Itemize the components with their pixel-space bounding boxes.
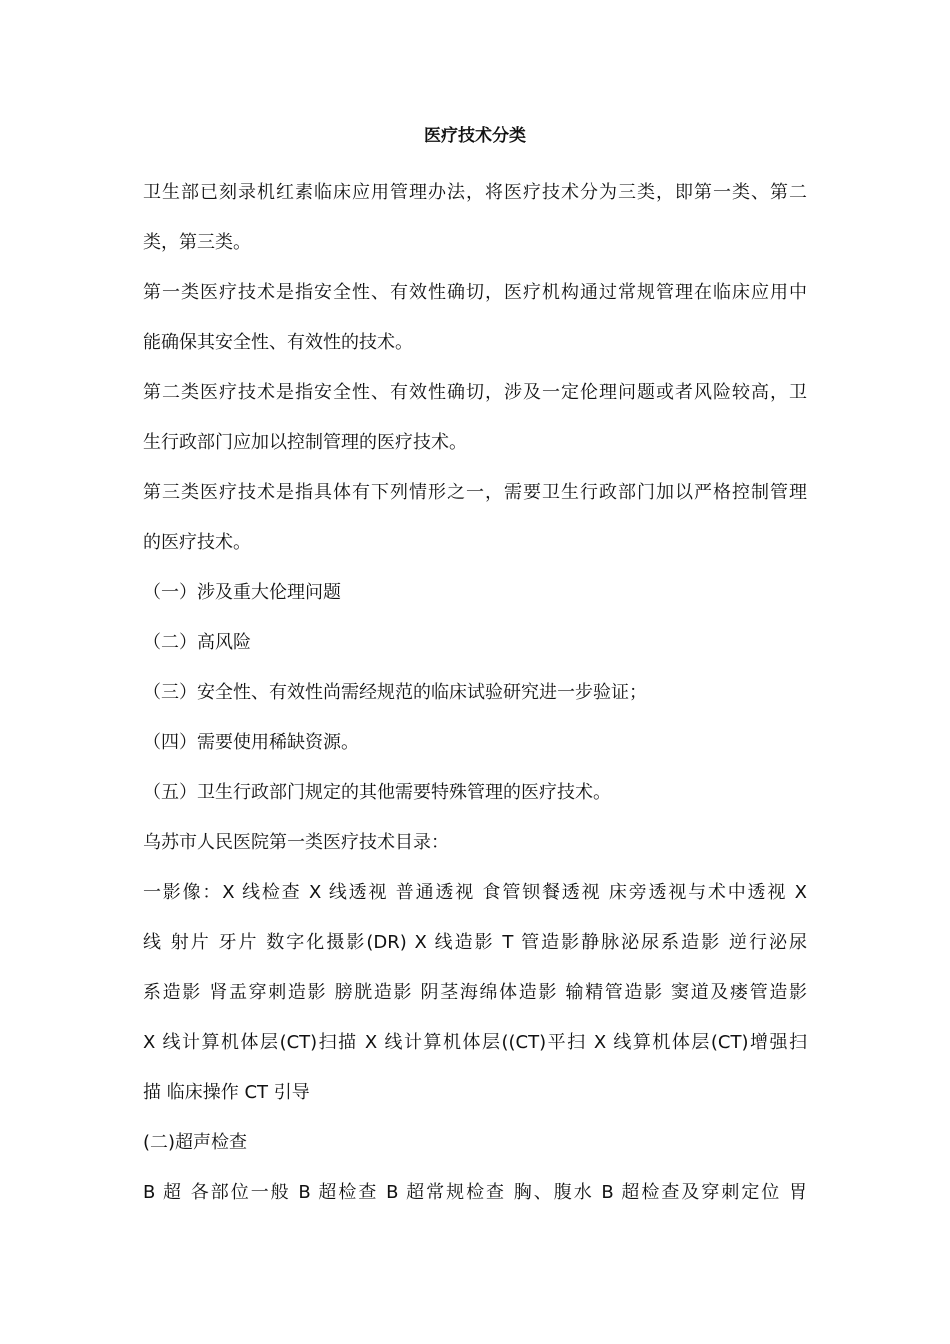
document-page [143, 118, 807, 1218]
paragraph-line: 卫生部已刻录机红素临床应用管理办法，将医疗技术分为三类，即第一类、第二 [143, 182, 807, 203]
paragraph-line: （五）卫生行政部门规定的其他需要特殊管理的医疗技术。 [143, 782, 611, 803]
paragraph-line: （四）需要使用稀缺资源。 [143, 732, 359, 753]
paragraph-line: B 超 各部位一般 B 超检查 B 超常规检查 胸、腹水 B 超检查及穿刺定位 胃 [143, 1182, 807, 1203]
paragraph-line: 类，第三类。 [143, 232, 251, 253]
paragraph-line: 能确保其安全性、有效性的技术。 [143, 332, 413, 353]
paragraph-line: 线 射片 牙片 数字化摄影(DR) X 线造影 T 管造影静脉泌尿系造影 逆行泌尿 [143, 932, 807, 953]
document-body [143, 168, 807, 1218]
paragraph-line: 描 临床操作 CT 引导 [143, 1082, 310, 1103]
paragraph-line: （三）安全性、有效性尚需经规范的临床试验研究进一步验证； [143, 682, 647, 703]
paragraph-line: 一影像：X 线检查 X 线透视 普通透视 食管钡餐透视 床旁透视与术中透视 X [143, 882, 807, 903]
paragraph-line: 的医疗技术。 [143, 532, 251, 553]
paragraph-line: 第一类医疗技术是指安全性、有效性确切，医疗机构通过常规管理在临床应用中 [143, 282, 807, 303]
document-title: 医疗技术分类 [424, 126, 526, 146]
paragraph-line: （二）高风险 [143, 632, 251, 653]
paragraph-line: 生行政部门应加以控制管理的医疗技术。 [143, 432, 467, 453]
paragraph-line: 乌苏市人民医院第一类医疗技术目录： [143, 832, 449, 853]
paragraph-line: X 线计算机体层(CT)扫描 X 线计算机体层((CT)平扫 X 线算机体层(CT)增强扫 [143, 1032, 807, 1053]
paragraph-line: 第二类医疗技术是指安全性、有效性确切，涉及一定伦理问题或者风险较高，卫 [143, 382, 807, 403]
paragraph-line: 第三类医疗技术是指具体有下列情形之一，需要卫生行政部门加以严格控制管理 [143, 482, 807, 503]
paragraph-line: （一）涉及重大伦理问题 [143, 582, 341, 603]
paragraph-line: 系造影 肾盂穿刺造影 膀胱造影 阴茎海绵体造影 输精管造影 窦道及瘘管造影 [143, 982, 807, 1003]
paragraph-line: (二)超声检查 [143, 1132, 248, 1153]
